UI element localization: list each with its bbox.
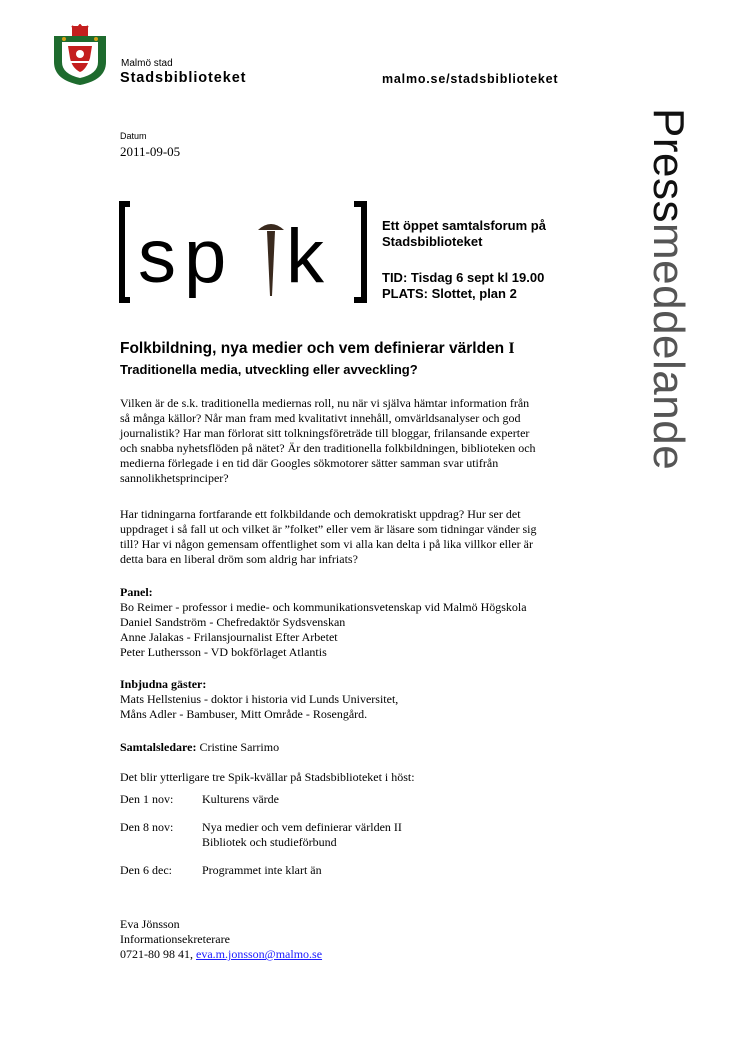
moderator-line <box>120 740 279 755</box>
event-info <box>382 218 612 302</box>
spik-logo <box>118 196 370 306</box>
guests-section <box>120 677 398 722</box>
paragraph-line: medierna förlegade i en tid där Googles sökmotorer sätter samman svar utifrån <box>120 456 499 470</box>
malmo-coat-of-arms-logo <box>52 24 108 86</box>
contact-phone: 0721-80 98 41, <box>120 947 193 961</box>
paragraph-line: journalistik? Har man förlorat sitt tolkningsföreträde till bloggar, frilansande experter <box>120 426 530 440</box>
paragraph-line: Har tidningarna fortfarande ett folkbildande och demokratiskt uppdrag? Hur ser det <box>120 507 521 521</box>
program-date: Den 6 dec: <box>120 863 172 877</box>
date-value: 2011-09-05 <box>120 144 181 159</box>
guests-heading: Inbjudna gäster: <box>120 677 207 691</box>
site-url: malmo.se/stadsbiblioteket <box>382 72 559 86</box>
intro-paragraph-2 <box>120 507 590 567</box>
panel-member: Anne Jalakas - Frilansjournalist Efter Arbetet <box>120 630 338 644</box>
moderator-label: Samtalsledare: <box>120 740 197 754</box>
paragraph-line: uppdraget i så fall ut och vilket är ”folket” eller vem är läsare som tidningar vänder sig <box>120 522 537 536</box>
more-events-intro: Det blir ytterligare tre Spik-kvällar på Stadsbiblioteket i höst: <box>120 770 415 784</box>
program-title: Programmet inte klart än <box>202 863 322 877</box>
side-label-meddelande: meddelande <box>644 222 693 471</box>
paragraph-line: till? Har vi någon gemensam offentlighet som vi alla kan delta i på lika villkor eller är <box>120 537 533 551</box>
program-title: Bibliotek och studieförbund <box>202 835 337 849</box>
panel-heading: Panel: <box>120 585 153 599</box>
event-line-2: Stadsbiblioteket <box>382 234 483 249</box>
contact-name: Eva Jönsson <box>120 917 180 931</box>
headline-title-text: Folkbildning, nya medier och vem definierar världen <box>120 340 505 357</box>
event-place: PLATS: Slottet, plan 2 <box>382 286 517 301</box>
guest-member: Mats Hellstenius - doktor i historia vid Lunds Universitet, <box>120 692 399 706</box>
org-name: Stadsbiblioteket <box>120 70 247 86</box>
contact-block <box>120 917 322 962</box>
program-title: Nya medier och vem definierar världen II <box>202 820 402 834</box>
event-line-1: Ett öppet samtalsforum på <box>382 218 546 233</box>
headline-subtitle: Traditionella media, utveckling eller avveckling? <box>120 362 418 377</box>
intro-paragraph-1 <box>120 396 590 486</box>
program-date: Den 1 nov: <box>120 792 174 806</box>
org-subtitle: Malmö stad <box>121 58 173 69</box>
paragraph-line: och snabba nyhetsflöden på nätet? Är den traditionella folkbildningen, biblioteken och <box>120 441 536 455</box>
panel-member: Peter Luthersson - VD bokförlaget Atlantis <box>120 645 327 659</box>
contact-email-link[interactable]: eva.m.jonsson@malmo.se <box>196 947 323 961</box>
paragraph-line: detta bara en liberal dröm som aldrig har infriats? <box>120 552 358 566</box>
svg-text:s: s <box>138 214 176 299</box>
panel-section <box>120 585 527 660</box>
side-label-press: Press <box>644 108 693 223</box>
panel-member: Bo Reimer - professor i medie- och kommunikationsvetenskap vid Malmö Högskola <box>120 600 527 614</box>
program-date: Den 8 nov: <box>120 820 174 834</box>
headline-numeral: I <box>508 340 515 357</box>
svg-text:p: p <box>184 214 227 299</box>
event-time: TID: Tisdag 6 sept kl 19.00 <box>382 270 545 285</box>
headline-title <box>120 340 515 358</box>
paragraph-line: så många källor? Når man fram med kvalitativt innehåll, omvärldsanalyser och god <box>120 411 521 425</box>
paragraph-line: sannolikhetsprinciper? <box>120 471 229 485</box>
contact-role: Informationsekreterare <box>120 932 230 946</box>
date-label: Datum <box>120 131 147 141</box>
pressmeddelande-side-label <box>638 108 698 548</box>
panel-member: Daniel Sandström - Chefredaktör Sydsvenskan <box>120 615 346 629</box>
guest-member: Måns Adler - Bambuser, Mitt Område - Rosengård. <box>120 707 368 721</box>
program-title: Kulturens värde <box>202 792 279 806</box>
moderator-name: Cristine Sarrimo <box>199 740 280 754</box>
svg-text:k: k <box>286 214 324 299</box>
paragraph-line: Vilken är de s.k. traditionella mediernas roll, nu när vi själva hämtar information från <box>120 396 530 410</box>
